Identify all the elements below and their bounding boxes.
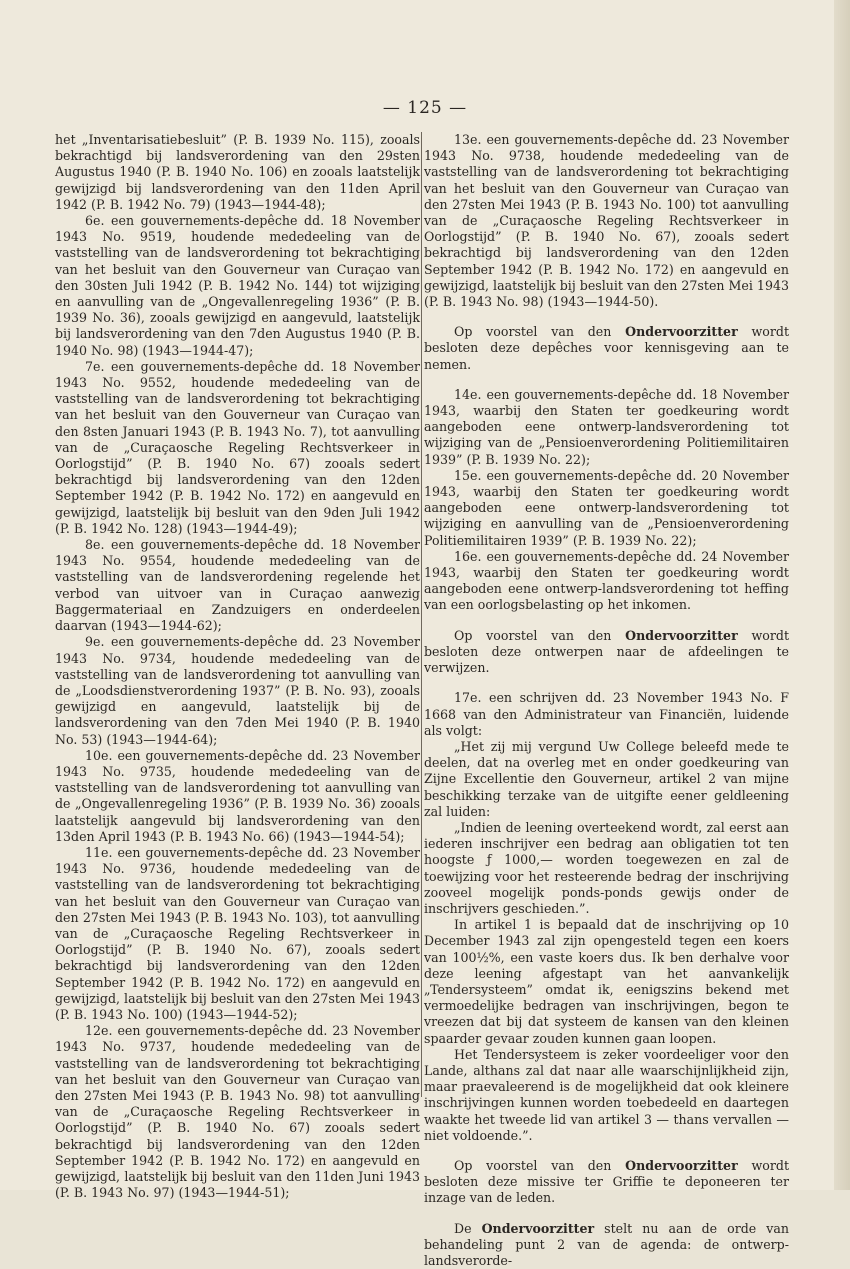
quote-paragraph-3: In artikel 1 is bepaald dat de inschrijving op 10 December 1943 zal zijn opengesteld tegen een koers van 100½%, een vaste koers dus. Ik ben derhalve voor deze leening afgestapt van het aanvankelijk „Tendersysteem” omdat ik, eenigszins bekend met vermoedelijke bedragen van inschrijvingen, begon te vreezen dat bij dat systeem de kansen van den kleinen spaarder gevaar zouden kunnen gaan loopen. <box>424 917 789 1046</box>
page-number: — 125 — <box>382 98 468 118</box>
motion-2-text-pre: Op voorstel van den <box>454 627 626 643</box>
motion-2-speaker: Ondervoorzitter <box>625 627 738 643</box>
item-12e: 12e. een gouvernements-depêche dd. 23 November 1943 No. 9737, houdende mededeeling van de vaststelling van de landsverordening tot bekrachtiging van het besluit van den Gouverneur van Curaçao van den 27sten Mei 1943 (P. B. 1943 No. 98) tot aanvulling van de „Curaçaosche Regeling Rechtsverkeer in Oorlogstijd” (P. B. 1940 No. 67) zooals sedert bekrachtigd bij landsverordening van den 12den September 1942 (P. B. 1942 No. 172) en aangevuld en gewijzigd, laatstelijk bij besluit van den 11den Juni 1943 (P. B. 1943 No. 97) (1943—1944-51); <box>55 1023 420 1201</box>
closing-paragraph <box>424 1221 789 1269</box>
right-column <box>424 132 789 1269</box>
motion-3-speaker: Ondervoorzitter <box>625 1157 738 1173</box>
item-8e: 8e. een gouvernements-depêche dd. 18 November 1943 No. 9554, houdende mededeeling van de vaststelling van de landsverordening regelende het verbod van uitvoer van in Curaçao aanwezig Baggermateriaal en Zandzuigers en onderdeelen daarvan (1943—1944-62); <box>55 537 420 634</box>
motion-3-text-post: wordt besloten deze missive ter Griffie te deponeeren ter inzage van de leden. <box>424 1157 789 1206</box>
motion-1-text-pre: Op voorstel van den <box>454 324 626 340</box>
quote-paragraph-2: „Indien de leening overteekend wordt, zal eerst aan iederen inschrijver een bedrag aan obligatien tot ten hoogste ƒ 1000,— worden toegewezen en zal de toewijzing voor het resteerende bedrag der inschrijving zooveel mogelijk ponds-ponds gewijs onder de inschrijvers geschieden.”. <box>424 819 789 916</box>
motion-1-text-post: wordt besloten deze depêches voor kennisgeving aan te nemen. <box>424 324 789 372</box>
item-10e: 10e. een gouvernements-depêche dd. 23 November 1943 No. 9735, houdende mededeeling van de vaststelling van de landsverordening tot aanvulling van de „Ongevallenregeling 1936” (P. B. 1939 No. 36) zooals laatstelijk aangevuld bij landsverordening van den 13den April 1943 (P. B. 1943 No. 66) (1943—1944-54); <box>55 747 420 844</box>
closing-text-pre: De <box>454 1220 482 1236</box>
item-15e: 15e. een gouvernements-depêche dd. 20 November 1943, waarbij den Staten ter goedkeuring wordt aangeboden eene ontwerp-landsverordening tot wijziging en aanvulling van de „Pensioenverordening Politiemilitairen 1939” (P. B. 1939 No. 22); <box>424 467 789 548</box>
item-7e: 7e. een gouvernements-depêche dd. 18 November 1943 No. 9552, houdende mededeeling van de vaststelling van de landsverordening tot bekrachtiging van het besluit van den Gouverneur van Curaçao van den 8sten Januari 1943 (P. B. 1943 No. 7), tot aanvulling van de „Curaçaosche Regeling Rechtsverkeer in Oorlogstijd” (P. B. 1940 No. 67) zooals sedert bekrachtigd bij landsverordening van den 12den September 1942 (P. B. 1942 No. 172) en aangevuld en gewijzigd, laatstelijk bij besluit van den 9den Juli 1942 (P. B. 1942 No. 128) (1943—1944-49); <box>55 358 420 536</box>
quote-paragraph-1: „Het zij mij vergund Uw College beleefd mede te deelen, dat na overleg met en onder goedkeuring van Zijne Excellentie den Gouverneur, artikel 2 van mijne beschikking terzake van de uitgifte eener geldleening zal luiden: <box>424 738 789 819</box>
page-edge-shadow <box>834 0 850 1190</box>
paragraph-continuation: het „Inventarisatiebesluit” (P. B. 1939 No. 115), zooals bekrachtigd bij landsverordening van den 29sten Augustus 1940 (P. B. 1940 No. 106) en zooals laatstelijk gewijzigd bij landsverordening van den 11den April 1942 (P. B. 1942 No. 79) (1943—1944-48); <box>55 132 420 212</box>
motion-paragraph-1 <box>424 324 789 373</box>
column-divider <box>421 132 422 1097</box>
item-11e: 11e. een gouvernements-depêche dd. 23 November 1943 No. 9736, houdende mededeeling van de vaststelling van de landsverordening tot bekrachtiging van het besluit van den Gouverneur van Curaçao van den 27sten Mei 1943 (P. B. 1943 No. 103), tot aanvulling van de „Curaçaosche Regeling Rechtsverkeer in Oorlogstijd” (P. B. 1940 No. 67), zooals sedert bekrachtigd bij landsverordening van den 12den September 1942 (P. B. 1942 No. 172) en aangevuld en gewijzigd, laatstelijk bij besluit van den 27sten Mei 1943 (P. B. 1943 No. 100) (1943—1944-52); <box>55 844 420 1022</box>
closing-text-post: stelt nu aan de orde van behandeling punt 2 van de agenda: de ontwerp-landsverorde- <box>424 1220 789 1268</box>
motion-1-speaker: Ondervoorzitter <box>625 324 738 340</box>
left-column <box>55 132 420 1201</box>
item-14e: 14e. een gouvernements-depêche dd. 18 November 1943, waarbij den Staten ter goedkeuring wordt aangeboden eene ontwerp-landsverordening tot wijziging van de „Pensioenverordening Politiemilitairen 1939” (P. B. 1939 No. 22); <box>424 386 789 467</box>
item-9e: 9e. een gouvernements-depêche dd. 23 November 1943 No. 9734, houdende mededeeling van de vaststelling van de landsverordening tot aanvulling van de „Loodsdienstverordening 1937” (P. B. No. 93), zooals gewijzigd en aangevuld, laatstelijk bij de landsverordening van den 7den Mei 1940 (P. B. 1940 No. 53) (1943—1944-64); <box>55 634 420 747</box>
item-16e: 16e. een gouvernements-depêche dd. 24 November 1943, waarbij den Staten ter goedkeuring wordt aangeboden eene ontwerp-landsverordening tot heffing van een oorlogsbelasting op het inkomen. <box>424 548 789 613</box>
item-13e: 13e. een gouvernements-depêche dd. 23 November 1943 No. 9738, houdende mededeeling van de vaststelling van de landsverordening tot bekrachtiging van het besluit van den Gouverneur van Curaçao van den 27sten Mei 1943 (P. B. 1943 No. 100) tot aanvulling van de „Curaçaosche Regeling Rechtsverkeer in Oorlogstijd” (P. B. 1940 No. 67), zooals sedert bekrachtigd bij landsverordening van den 12den September 1942 (P. B. 1942 No. 172) en aangevuld en gewijzigd, laatstelijk bij besluit van den 27sten Mei 1943 (P. B. 1943 No. 98) (1943—1944-50). <box>424 132 789 310</box>
closing-speaker: Ondervoorzitter <box>481 1220 595 1236</box>
motion-2-text-post: wordt besloten deze ontwerpen naar de afdeelingen te verwijzen. <box>424 627 789 676</box>
motion-3-text-pre: Op voorstel van den <box>454 1157 626 1173</box>
motion-paragraph-2 <box>424 628 789 677</box>
item-6e: 6e. een gouvernements-depêche dd. 18 November 1943 No. 9519, houdende mededeeling van de vaststelling van de landsverordening tot bekrachtiging van het besluit van den Gouverneur van Curaçao van den 30sten Juli 1942 (P. B. 1942 No. 144) tot wijziging en aanvulling van de „Ongevallenregeling 1936” (P. B. 1939 No. 36), zooals gewijzigd en aangevuld, laatstelijk bij landsverordening van den 7den Augustus 1940 (P. B. 1940 No. 98) (1943—1944-47); <box>55 213 420 358</box>
quote-paragraph-4: Het Tendersysteem is zeker voordeeliger voor den Lande, althans zal dat naar alle waarschijnlijkheid zijn, maar praevaleerend is de mogelijkheid dat ook kleinere inschrijvingen kunnen worden toebedeeld en daartegen waakte het tweede lid van artikel 3 — thans vervallen — niet voldoende.”. <box>424 1046 789 1143</box>
item-17e: 17e. een schrijven dd. 23 November 1943 No. F 1668 van den Administrateur van Financiën, luidende als volgt: <box>424 690 789 738</box>
motion-paragraph-3 <box>424 1158 789 1207</box>
